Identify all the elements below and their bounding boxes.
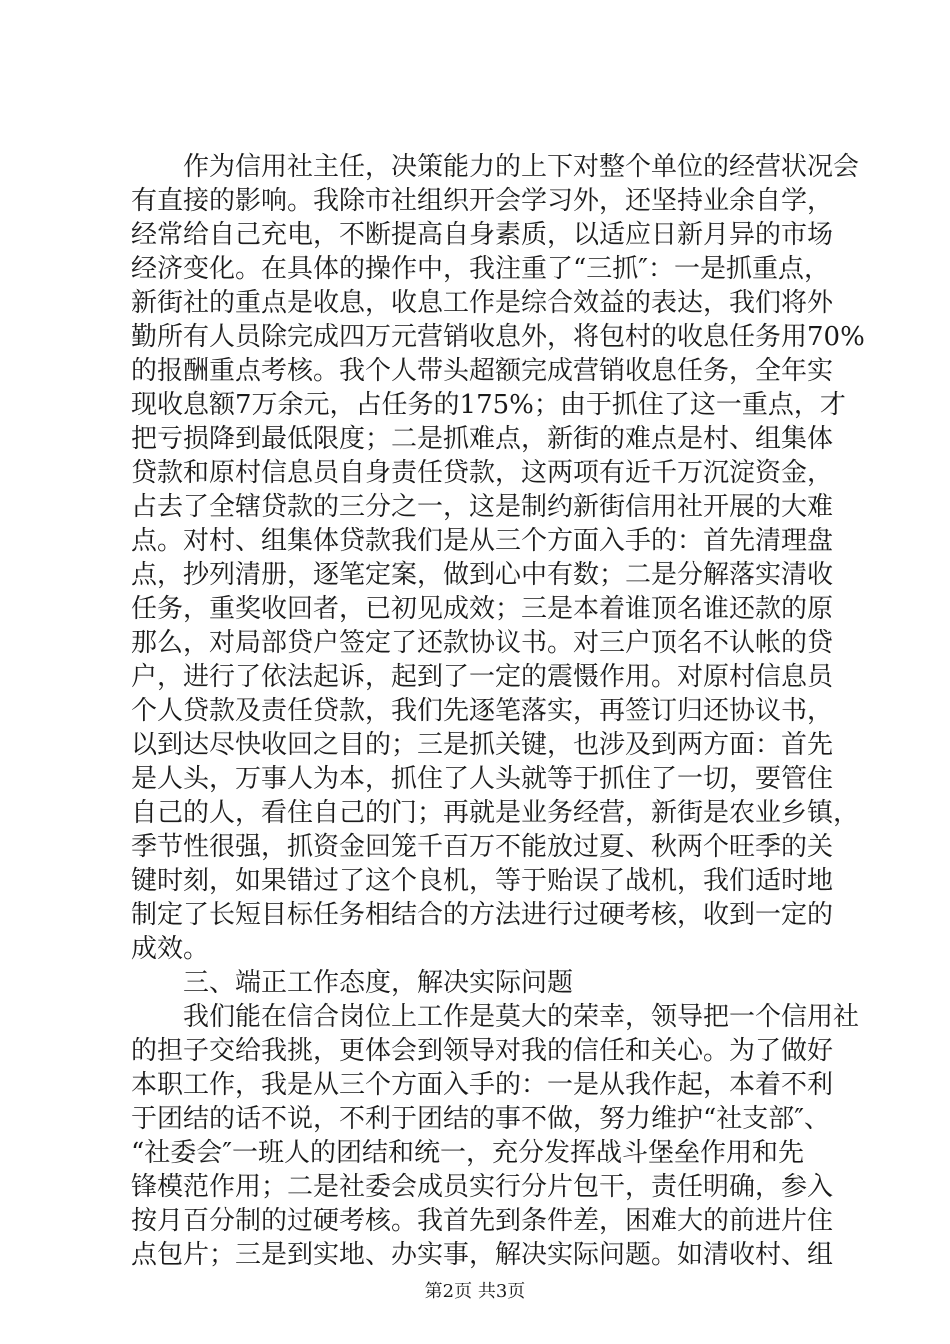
text-line: 个人贷款及责任贷款，我们先逐笔落实，再签订归还协议书， bbox=[131, 696, 834, 726]
text-line: 锋模范作用；二是社委会成员实行分片包干，责任明确，参入 bbox=[131, 1172, 834, 1202]
text-line: 占去了全辖贷款的三分之一，这是制约新街信用社开展的大难 bbox=[131, 492, 834, 522]
text-line: 贷款和原村信息员自身责任贷款，这两项有近千万沉淀资金， bbox=[131, 458, 834, 488]
text-line: 户，进行了依法起诉，起到了一定的震慑作用。对原村信息员 bbox=[131, 662, 834, 692]
text-line: 点，抄列清册，逐笔定案，做到心中有数；二是分解落实清收 bbox=[131, 560, 834, 590]
text-line: 任务，重奖收回者，已初见成效；三是本着谁顶名谁还款的原 bbox=[131, 594, 834, 624]
text-line: 经常给自己充电，不断提高自身素质，以适应日新月异的市场 bbox=[131, 220, 834, 250]
section-heading: 三、端正工作态度，解决实际问题 bbox=[131, 968, 574, 998]
text-line: 按月百分制的过硬考核。我首先到条件差，困难大的前进片住 bbox=[131, 1206, 834, 1236]
text-line: 我们能在信合岗位上工作是莫大的荣幸，领导把一个信用社 bbox=[131, 1002, 860, 1032]
text-line: 新街社的重点是收息，收息工作是综合效益的表达，我们将外 bbox=[131, 288, 834, 318]
text-line: 经济变化。在具体的操作中，我注重了“三抓″：一是抓重点， bbox=[131, 254, 831, 284]
text-line: “社委会″一班人的团结和统一，充分发挥战斗堡垒作用和先 bbox=[131, 1138, 805, 1168]
text-line: 那么，对局部贷户签定了还款协议书。对三户顶名不认帐的贷 bbox=[131, 628, 834, 658]
text-line: 作为信用社主任，决策能力的上下对整个单位的经营状况会 bbox=[131, 152, 860, 182]
text-line: 自己的人，看住自己的门；再就是业务经营，新街是农业乡镇， bbox=[131, 798, 860, 828]
text-line: 成效。 bbox=[131, 934, 210, 964]
body-text bbox=[131, 150, 865, 1272]
text-line: 的担子交给我挑，更体会到领导对我的信任和关心。为了做好 bbox=[131, 1036, 834, 1066]
text-line: 键时刻，如果错过了这个良机，等于贻误了战机，我们适时地 bbox=[131, 866, 834, 896]
text-line: 把亏损降到最低限度；二是抓难点，新街的难点是村、组集体 bbox=[131, 424, 834, 454]
text-line: 于团结的话不说，不利于团结的事不做，努力维护“社支部″、 bbox=[131, 1104, 831, 1134]
text-line: 季节性很强，抓资金回笼千百万不能放过夏、秋两个旺季的关 bbox=[131, 832, 834, 862]
text-line: 制定了长短目标任务相结合的方法进行过硬考核，收到一定的 bbox=[131, 900, 834, 930]
text-line: 本职工作，我是从三个方面入手的：一是从我作起，本着不利 bbox=[131, 1070, 834, 1100]
text-line: 的报酬重点考核。我个人带头超额完成营销收息任务，全年实 bbox=[131, 356, 834, 386]
text-line: 有直接的影响。我除市社组织开会学习外，还坚持业余自学， bbox=[131, 186, 834, 216]
text-line: 点包片；三是到实地、办实事，解决实际问题。如清收村、组 bbox=[131, 1240, 834, 1270]
text-line: 以到达尽快收回之目的；三是抓关键，也涉及到两方面：首先 bbox=[131, 730, 834, 760]
text-line: 点。对村、组集体贷款我们是从三个方面入手的：首先清理盘 bbox=[131, 526, 834, 556]
text-line: 现收息额7万余元，占任务的175%；由于抓住了这一重点，才 bbox=[131, 390, 846, 420]
text-line: 勤所有人员除完成四万元营销收息外，将包村的收息任务用70% bbox=[131, 322, 865, 352]
text-line: 是人头，万事人为本，抓住了人头就等于抓住了一切，要管住 bbox=[131, 764, 834, 794]
page-number-footer: 第2页 共3页 bbox=[424, 1281, 526, 1302]
